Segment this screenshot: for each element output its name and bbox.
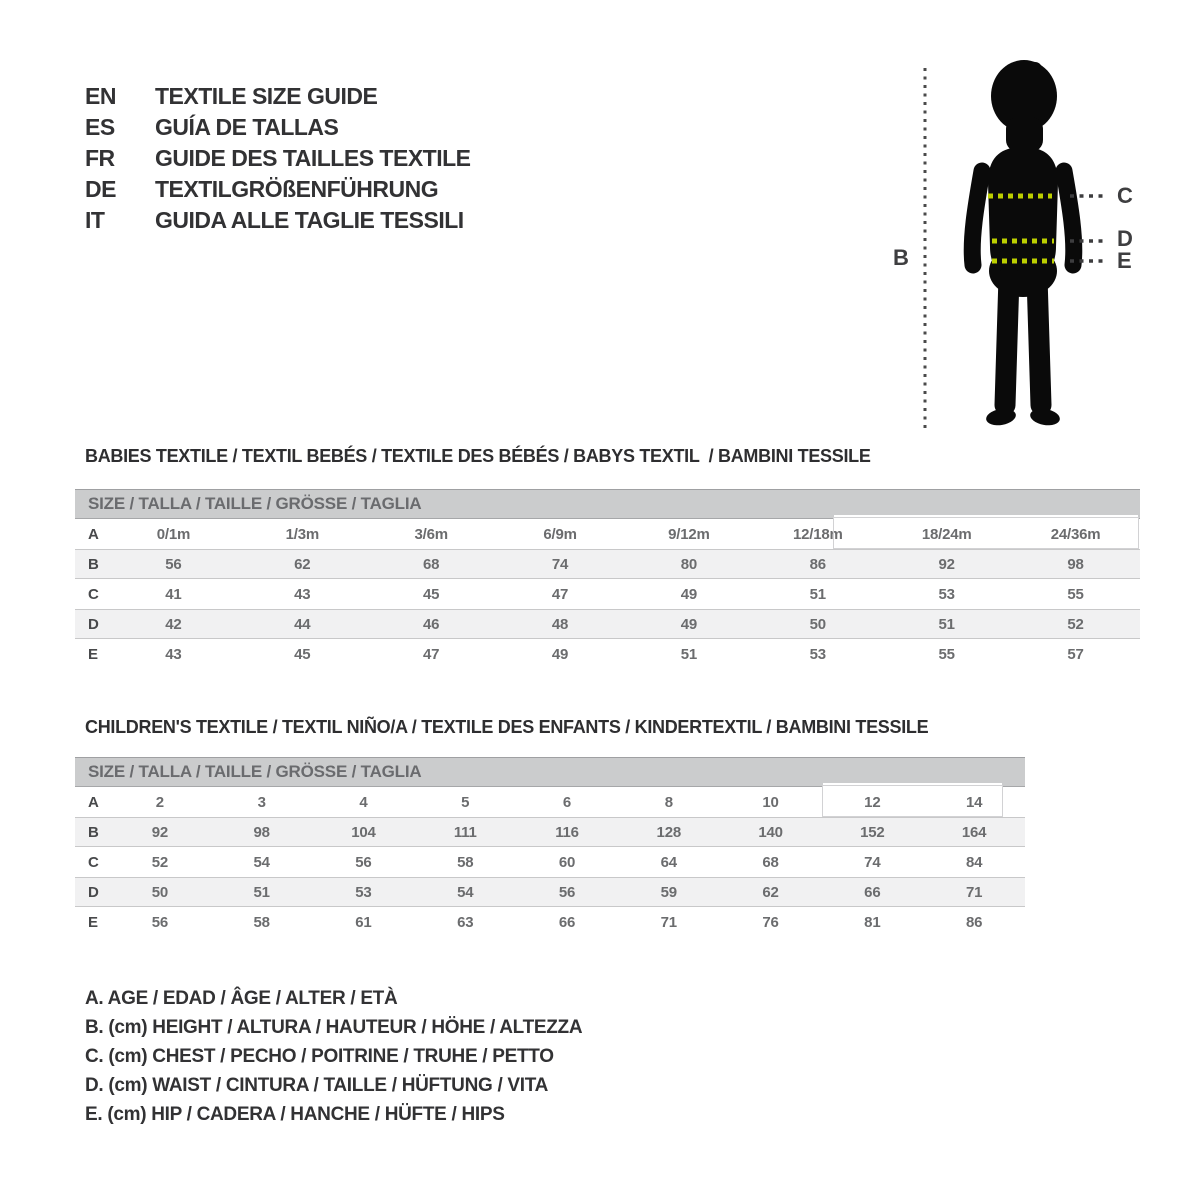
size-cell: 164 [961,823,987,841]
lang-code: EN [85,83,116,109]
size-cell: 56 [355,853,372,871]
waist-measure-label: D [1117,226,1133,251]
lang-title: GUIDE DES TAILLES TEXTILE [155,145,471,171]
size-cell: 98 [253,823,270,841]
size-cell: 6 [562,793,572,811]
measurement-legend [85,984,582,1129]
lang-code: DE [85,176,116,202]
size-cell: 1/3m [285,525,319,543]
size-cell: 92 [938,555,955,573]
size-cell: 9/12m [668,525,710,543]
table-row-height [75,549,1140,579]
size-cell: 52 [151,853,169,871]
children-section-title: CHILDREN'S TEXTILE / TEXTIL NIÑO/A / TEXTILE DES ENFANTS / KINDERTEXTIL / BAMBINI TESSILE [85,717,929,737]
size-cell: 98 [1067,555,1084,573]
lang-row-es [85,112,471,143]
row-label: C [88,585,99,603]
size-cell: 81 [864,913,881,931]
size-cell: 24/36m [1050,525,1101,543]
size-cell: 47 [551,585,569,603]
size-cell: 46 [423,615,440,633]
size-cell: 51 [938,615,955,633]
lang-title: TEXTILGRÖßENFÜHRUNG [155,176,439,202]
size-cell: 50 [151,883,169,901]
size-cell: 61 [355,913,372,931]
size-cell: 3/6m [414,525,448,543]
size-cell: 63 [457,913,474,931]
language-list [85,81,471,236]
size-cell: 71 [660,913,677,931]
table-row-waist [75,877,1025,907]
size-cell: 48 [551,615,569,633]
size-cell: 53 [938,585,955,603]
size-cell: 47 [423,645,440,663]
size-cell: 80 [680,555,698,573]
size-cell: 8 [664,793,673,811]
size-cell: 12 [864,793,881,811]
size-cell: 45 [423,585,440,603]
lang-title: GUÍA DE TALLAS [155,114,339,140]
size-cell: 58 [253,913,270,931]
row-label: E [88,645,98,663]
size-cell: 53 [809,645,826,663]
children-size-header: SIZE / TALLA / TAILLE / GRÖSSE / TAGLIA [75,757,1025,787]
size-cell: 54 [253,853,270,871]
size-cell: 50 [809,615,826,633]
size-cell: 74 [864,853,881,871]
size-cell: 128 [656,823,681,841]
size-cell: 45 [294,645,311,663]
babies-size-header: SIZE / TALLA / TAILLE / GRÖSSE / TAGLIA [75,489,1140,519]
height-measure-label: B [893,245,909,270]
size-cell: 92 [151,823,169,841]
size-cell: 49 [551,645,569,663]
lang-code: ES [85,114,115,140]
size-cell: 49 [680,615,698,633]
size-cell: 74 [551,555,569,573]
size-cell: 10 [762,793,779,811]
size-cell: 53 [355,883,372,901]
table-row-chest [75,847,1025,877]
size-cell: 59 [660,883,677,901]
size-cell: 140 [758,823,783,841]
size-cell: 0/1m [156,525,191,543]
hip-measure-label: E [1117,248,1132,273]
table-row-hip [75,639,1140,669]
row-label: C [88,853,99,871]
table-row-hip [75,907,1025,937]
size-cell: 62 [762,883,779,901]
size-cell: 68 [762,853,779,871]
legend-waist: D. (cm) WAIST / CINTURA / TAILLE / HÜFTUNG / VITA [85,1075,549,1096]
size-cell: 14 [965,793,983,811]
chest-measure-label: C [1117,183,1133,208]
size-cell: 49 [680,585,698,603]
size-cell: 104 [351,823,376,841]
child-silhouette-diagram [890,55,1110,440]
lang-code: FR [85,145,115,171]
size-cell: 12/18m [792,525,843,543]
size-cell: 56 [558,883,576,901]
size-cell: 43 [294,585,311,603]
lang-title: GUIDA ALLE TAGLIE TESSILI [155,207,464,233]
lang-row-en [85,81,471,112]
size-cell: 57 [1067,645,1084,663]
child-silhouette [972,60,1074,427]
size-cell: 55 [938,645,955,663]
size-cell: 55 [1067,585,1084,603]
size-cell: 111 [453,823,477,841]
size-cell: 58 [457,853,474,871]
size-cell: 64 [660,853,677,871]
size-cell: 116 [555,823,579,841]
table-row-waist [75,609,1140,639]
size-cell: 51 [253,883,270,901]
row-label: A [88,525,99,543]
size-cell: 44 [294,615,311,633]
row-label: B [88,555,99,573]
size-cell: 56 [151,913,169,931]
babies-section-title: BABIES TEXTILE / TEXTIL BEBÉS / TEXTILE DES BÉBÉS / BABYS TEXTIL / BAMBINI TESSILE [85,446,871,466]
size-cell: 4 [359,793,368,811]
size-cell: 51 [809,585,826,603]
size-cell: 66 [864,883,881,901]
size-cell: 86 [809,555,826,573]
row-label: A [88,793,99,811]
size-cell: 41 [165,585,182,603]
size-cell: 51 [680,645,698,663]
size-cell: 18/24m [921,525,972,543]
babies-selected-size-box [833,517,1139,549]
size-cell: 68 [423,555,440,573]
row-label: B [88,823,99,841]
lang-title: TEXTILE SIZE GUIDE [155,83,378,109]
row-label: E [88,913,98,931]
size-cell: 52 [1067,615,1084,633]
legend-age: A. AGE / EDAD / ÂGE / ALTER / ETÀ [85,988,398,1009]
lang-row-de [85,174,471,205]
table-row-height [75,817,1025,847]
size-cell: 86 [965,913,983,931]
size-cell: 43 [165,645,182,663]
size-cell: 76 [762,913,779,931]
row-label: D [88,883,99,901]
size-cell: 152 [860,823,885,841]
legend-chest: C. (cm) CHEST / PECHO / POITRINE / TRUHE / PETTO [85,1046,554,1067]
size-cell: 2 [155,793,164,811]
size-cell: 62 [294,555,311,573]
size-cell: 60 [558,853,576,871]
row-label: D [88,615,99,633]
lang-row-fr [85,143,471,174]
size-cell: 71 [965,883,983,901]
size-cell: 54 [457,883,474,901]
size-cell: 84 [965,853,983,871]
legend-hip: E. (cm) HIP / CADERA / HANCHE / HÜFTE / HIPS [85,1104,505,1125]
legend-height: B. (cm) HEIGHT / ALTURA / HAUTEUR / HÖHE / ALTEZZA [85,1017,583,1038]
size-cell: 6/9m [543,525,577,543]
size-cell: 56 [165,555,182,573]
lang-code: IT [85,207,105,233]
size-cell: 66 [558,913,576,931]
children-selected-size-box [822,785,1003,817]
size-cell: 5 [461,793,470,811]
lang-row-it [85,205,471,236]
size-cell: 42 [165,615,182,633]
size-cell: 3 [257,793,266,811]
table-row-chest [75,579,1140,609]
